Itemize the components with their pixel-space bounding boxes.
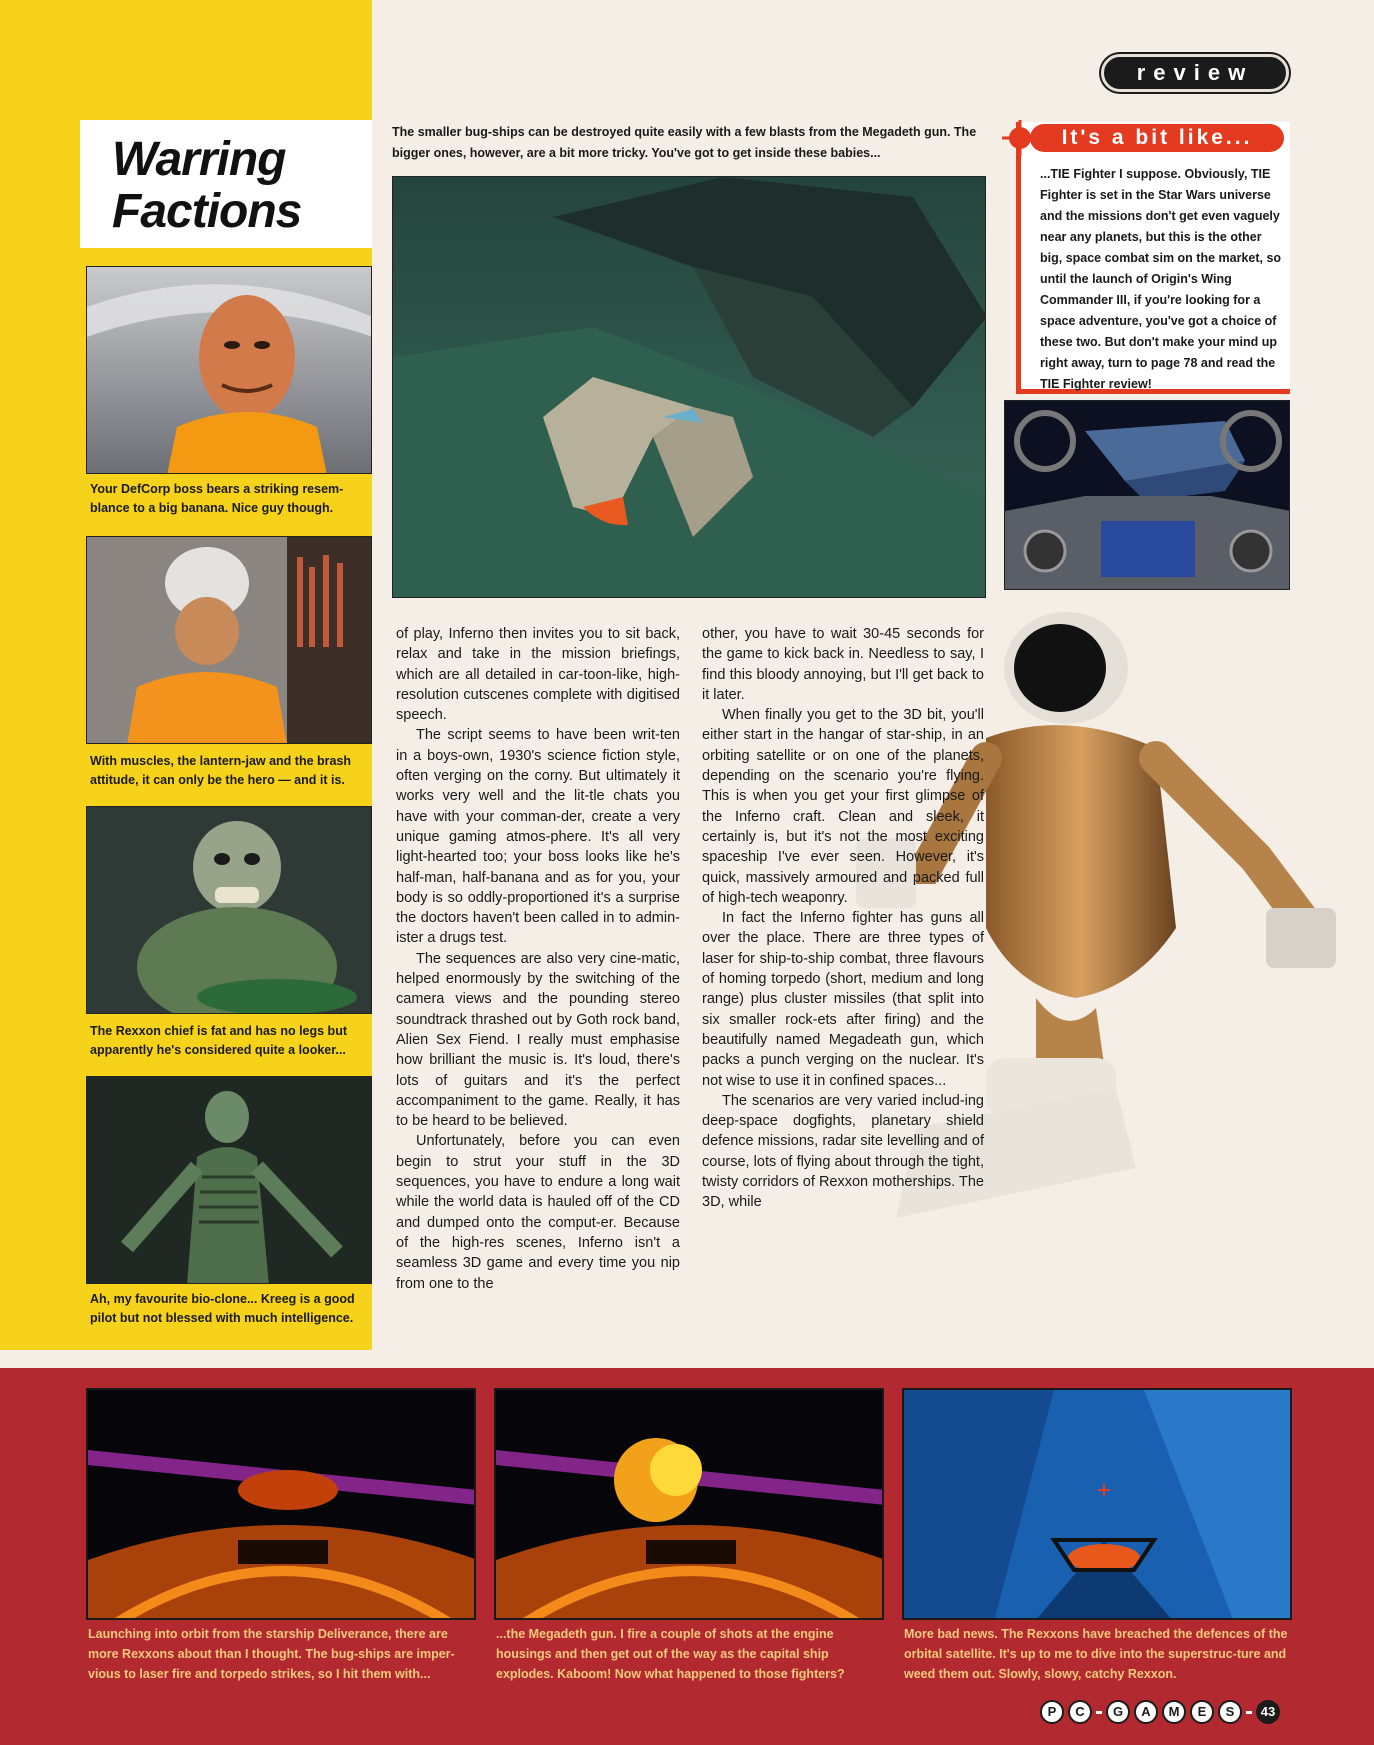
section-tab-review: review — [1101, 54, 1289, 92]
pc-games-footer-logo — [1040, 1700, 1280, 1724]
footer-letter: E — [1190, 1700, 1214, 1724]
footer-letter: A — [1134, 1700, 1158, 1724]
footer-letter: S — [1218, 1700, 1242, 1724]
kreeg-caption: Ah, my favourite bio-clone... Kreeg is a good pilot but not blessed with much intelligence. — [90, 1292, 355, 1325]
orbital-satellite-caption: More bad news. The Rexxons have breached the defences of the orbital satellite. It's up to me to dive into the superstruc-ture and weed them out. Slowly, slowy, catchy Rexxon. — [904, 1627, 1288, 1681]
article-paragraph: other, you have to wait 30-45 seconds for the game to kick back in. Needless to say, I find this bloody annoying, but I'll get back to it later. — [702, 626, 984, 703]
kreeg-picture — [86, 1076, 372, 1284]
bug-ship-screenshot — [392, 176, 986, 598]
main-shot-caption: The smaller bug-ships can be destroyed quite easily with a few blasts from the Megadeth gun. The bigger ones, however, are a bit more tricky. You've got to get inside these babies... — [392, 125, 977, 160]
article-paragraph: of play, Inferno then invites you to sit back, relax and take in the mission briefings, which are all detailed in car-toon-like, high-resolution cutscenes complete with digitised speech. — [396, 626, 680, 724]
article-column-1 — [396, 624, 680, 1294]
article-paragraph: The sequences are also very cine-matic, helped enormously by the switching of the camera views and the pounding stereo soundtrack thrashed out by Goth rock band, Alien Sex Fiend. I really must emphasise how brilliant the music is. It's loud, there's lots of guitars and it's the perfect accompaniment to the game. Really, it has to be heard to be believed. — [396, 950, 680, 1130]
hero-picture — [86, 536, 372, 744]
rexxon-chief-caption: The Rexxon chief is fat and has no legs but apparently he's considered quite a looker... — [90, 1024, 347, 1057]
article-paragraph: Unfortunately, before you can even begin to strut your stuff in the 3D sequences, you have to endure a long wait while the world data is hauled off of the CD and dumped onto the comput-er. Because of the high-res scenes, Inferno isn't a seamless 3D game and every time you nip from one to the — [396, 1133, 680, 1292]
sidebar-title-line1: Warring — [112, 133, 286, 186]
footer-separator — [1096, 1711, 1102, 1714]
footer-letter: C — [1068, 1700, 1092, 1724]
rexxon-chief-picture — [86, 806, 372, 1014]
footer-separator — [1246, 1711, 1252, 1714]
article-paragraph: When finally you get to the 3D bit, you'll either start in the hangar of star-ship, in an orbiting satellite or on one of the planets, depending on the scenario you're flying. This is when you get your first glimpse of the Inferno craft. Clean and sleek, it certainly is, but it's not the most exciting spaceship I've ever seen. However, it's quick, massively armoured and packed full of high-tech weaponry. — [702, 707, 984, 906]
footer-letter: P — [1040, 1700, 1064, 1724]
sidebar-title-box — [80, 120, 372, 248]
launch-orbit-screenshot — [86, 1388, 476, 1620]
tie-fighter-screenshot — [1004, 400, 1290, 590]
article-paragraph: In fact the Inferno fighter has guns all over the place. There are three types of laser for ship-to-ship combat, three flavours of homing torpedo (short, medium and long range) plus cluster missiles (that split into six smaller rock-ets after firing) and the beautifully named Megadeath gun, which packs a punch verging on the nuclear. It's not wise to use it in confined spaces... — [702, 910, 984, 1089]
boxout-heading: It's a bit like... — [1030, 124, 1284, 152]
orbital-satellite-screenshot — [902, 1388, 1292, 1620]
defcorp-boss-picture — [86, 266, 372, 474]
boxout-text: ...TIE Fighter I suppose. Obviously, TIE Fighter is set in the Star Wars universe and the missions don't get even vaguely near any planets, but this is the other big, space combat sim on the market, so until the launch of Origin's Wing Commander III, if you're looking for a space adventure, you've got a choice of these two. But don't make your mind up right away, turn to page 78 and read the TIE Fighter review! — [1040, 167, 1282, 391]
sidebar-title-line2: Factions — [112, 185, 302, 238]
footer-letter: G — [1106, 1700, 1130, 1724]
footer-letter: M — [1162, 1700, 1186, 1724]
crosshair-icon — [1002, 120, 1038, 156]
page-number: 43 — [1256, 1700, 1280, 1724]
article-paragraph: The script seems to have been writ-ten in a boys-own, 1930's science fiction style, often verging on the corny. But ultimately it works very well and the lit-tle chats you have with your comman-der, create a very unique gaming atmos-phere. It's all very light-hearted too; your boss looks like he's half-man, half-banana and as for you, your body is so oddly-proportioned it's a surprise the doctors haven't been called in to admin-ister a drugs test. — [396, 727, 680, 947]
megadeth-gun-caption: ...the Megadeth gun. I fire a couple of shots at the engine housings and then get out of the way as the capital ship explodes. Kaboom! Now what happened to those fighters? — [496, 1627, 845, 1681]
hero-caption: With muscles, the lantern-jaw and the brash attitude, it can only be the hero — and it is. — [90, 754, 352, 787]
article-paragraph: The scenarios are very varied includ-ing deep-space dogfights, planetary shield defence missions, radar site levelling and of course, lots of flying about through the tight, twisty corridors of Rexxon motherships. The 3D, while — [702, 1092, 984, 1211]
defcorp-boss-caption: Your DefCorp boss bears a striking resem-blance to a big banana. Nice guy though. — [90, 482, 344, 515]
launch-orbit-caption: Launching into orbit from the starship Deliverance, there are more Rexxons about than I thought. The bug-ships are imper-vious to laser fire and torpedo strikes, so I hit them with... — [88, 1627, 455, 1681]
article-column-2 — [702, 624, 984, 1213]
megadeth-gun-screenshot — [494, 1388, 884, 1620]
